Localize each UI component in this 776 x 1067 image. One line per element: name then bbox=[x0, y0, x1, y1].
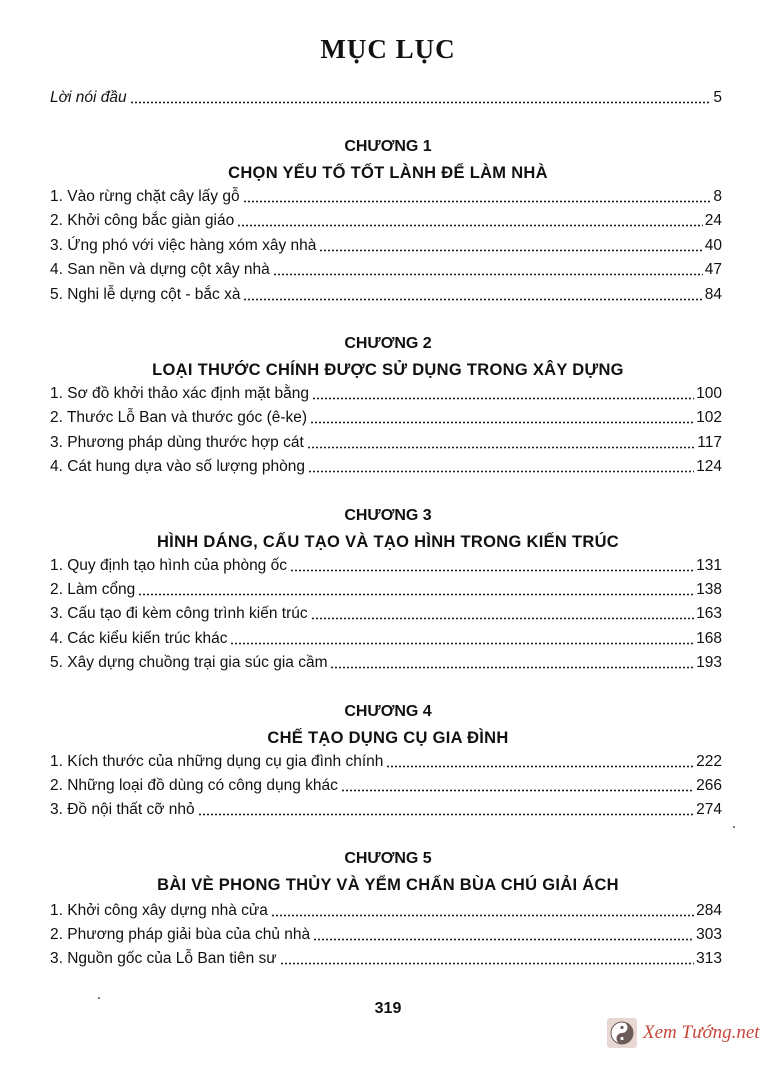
dot-leader bbox=[307, 446, 696, 449]
toc-entry-page: 266 bbox=[696, 777, 722, 794]
chapter-2-heading: CHƯƠNG 2 bbox=[344, 335, 432, 352]
toc-entry-label: 5. Xây dựng chuồng trại gia súc gia cầm bbox=[50, 654, 328, 671]
chapter-4-heading: CHƯƠNG 4 bbox=[344, 703, 432, 720]
dot-leader bbox=[330, 666, 694, 669]
toc-entry-label: 4. Các kiểu kiến trúc khác bbox=[50, 630, 228, 647]
toc-entry[interactable] bbox=[50, 947, 722, 969]
toc-entry-page: 222 bbox=[696, 753, 722, 770]
dot-leader bbox=[312, 397, 694, 400]
watermark-text: Xem Tướng.net bbox=[643, 1022, 760, 1043]
toc-entry-preface[interactable] bbox=[50, 86, 722, 108]
toc-entry-label: 3. Nguồn gốc của Lỗ Ban tiên sư bbox=[50, 950, 277, 967]
toc-entry-label: 2. Làm cổng bbox=[50, 581, 136, 598]
page-title: MỤC LỤC bbox=[320, 34, 456, 64]
toc-entry[interactable] bbox=[50, 774, 722, 796]
toc-entry-page: 163 bbox=[696, 605, 722, 622]
chapter-5-heading: CHƯƠNG 5 bbox=[344, 850, 432, 867]
toc-entry-page: 84 bbox=[704, 286, 722, 303]
dot-leader bbox=[341, 789, 694, 792]
toc-entry[interactable] bbox=[50, 899, 722, 921]
dot-leader bbox=[386, 765, 694, 768]
toc-entry[interactable] bbox=[50, 455, 722, 477]
toc-entry-page: 193 bbox=[696, 654, 722, 671]
dot-leader bbox=[138, 593, 694, 596]
toc-entry-page: 117 bbox=[697, 434, 722, 451]
toc-entry[interactable] bbox=[50, 185, 722, 207]
toc-entry-label: 2. Thước Lỗ Ban và thước góc (ê-ke) bbox=[50, 409, 308, 426]
toc-entry-page: 303 bbox=[696, 926, 722, 943]
toc-entry[interactable] bbox=[50, 798, 722, 820]
toc-entry-label: 2. Khởi công bắc giàn giáo bbox=[50, 212, 235, 229]
scan-speck bbox=[733, 826, 735, 828]
toc-entry-label: Lời nói đầu bbox=[50, 89, 127, 106]
toc-entry-label: 1. Vào rừng chặt cây lấy gỗ bbox=[50, 188, 240, 205]
toc-entry-label: 1. Kích thước của những dụng cụ gia đình chính bbox=[50, 753, 384, 770]
toc-entry-page: 131 bbox=[696, 557, 722, 574]
chapter-4-title: CHẾ TẠO DỤNG CỤ GIA ĐÌNH bbox=[267, 729, 509, 747]
toc-entry-page: 8 bbox=[713, 188, 722, 205]
toc-entry-label: 2. Những loại đồ dùng có công dụng khác bbox=[50, 777, 338, 794]
toc-entry-page: 5 bbox=[713, 89, 722, 106]
toc-entry-label: 1. Quy định tạo hình của phòng ốc bbox=[50, 557, 287, 574]
toc-entry-page: 124 bbox=[696, 458, 722, 475]
toc-entry-label: 3. Cấu tạo đi kèm công trình kiến trúc bbox=[50, 605, 308, 622]
chapter-3-title: HÌNH DÁNG, CẤU TẠO VÀ TẠO HÌNH TRONG KIẾN TRÚC bbox=[156, 533, 620, 551]
toc-entry-label: 1. Khởi công xây dựng nhà cửa bbox=[50, 902, 268, 919]
chapter-2-title: LOẠI THƯỚC CHÍNH ĐƯỢC SỬ DỤNG TRONG XÂY DỰNG bbox=[152, 361, 624, 379]
toc-entry-page: 284 bbox=[696, 902, 722, 919]
toc-entry[interactable] bbox=[50, 554, 722, 576]
dot-leader bbox=[280, 962, 694, 965]
dot-leader bbox=[273, 273, 703, 276]
dot-leader bbox=[243, 200, 712, 203]
toc-entry-label: 1. Sơ đồ khởi thảo xác định mặt bằng bbox=[50, 385, 310, 402]
toc-entry-label: 3. Đồ nội thất cỡ nhỏ bbox=[50, 801, 195, 818]
toc-entry-label: 3. Phương pháp dùng thước hợp cát bbox=[50, 434, 304, 451]
toc-entry-label: 4. Cát hung dựa vào số lượng phòng bbox=[50, 458, 305, 475]
toc-entry[interactable] bbox=[50, 578, 722, 600]
toc-entry-label: 4. San nền và dựng cột xây nhà bbox=[50, 261, 270, 278]
toc-entry[interactable] bbox=[50, 602, 722, 624]
toc-entry[interactable] bbox=[50, 750, 722, 772]
dot-leader bbox=[310, 421, 694, 424]
toc-entry-page: 102 bbox=[696, 409, 722, 426]
chapter-5-title: BÀI VÈ PHONG THỦY VÀ YỂM CHẤN BÙA CHÚ GIẢI ÁCH bbox=[157, 876, 619, 894]
toc-entry-page: 40 bbox=[704, 237, 722, 254]
toc-entry-page: 100 bbox=[696, 385, 722, 402]
toc-entry-page: 138 bbox=[696, 581, 722, 598]
chapter-3-heading: CHƯƠNG 3 bbox=[344, 507, 432, 524]
dot-leader bbox=[243, 298, 702, 301]
dot-leader bbox=[237, 224, 703, 227]
toc-entry[interactable] bbox=[50, 923, 722, 945]
toc-entry[interactable] bbox=[50, 431, 722, 453]
watermark[interactable] bbox=[607, 1017, 767, 1049]
toc-entry-page: 47 bbox=[704, 261, 722, 278]
toc-entry[interactable] bbox=[50, 627, 722, 649]
toc-entry[interactable] bbox=[50, 258, 722, 280]
page-number: 319 bbox=[374, 1000, 402, 1017]
toc-entry-label: 3. Ứng phó với việc hàng xóm xây nhà bbox=[50, 237, 317, 254]
toc-entry-label: 5. Nghi lễ dựng cột - bắc xà bbox=[50, 286, 241, 303]
dot-leader bbox=[130, 101, 712, 104]
dot-leader bbox=[198, 813, 695, 816]
dot-leader bbox=[230, 642, 694, 645]
chapter-1-heading: CHƯƠNG 1 bbox=[344, 138, 432, 155]
toc-entry-page: 168 bbox=[696, 630, 722, 647]
toc-entry[interactable] bbox=[50, 406, 722, 428]
yin-yang-icon bbox=[607, 1018, 637, 1048]
dot-leader bbox=[308, 470, 694, 473]
dot-leader bbox=[290, 569, 694, 572]
toc-entry[interactable] bbox=[50, 382, 722, 404]
toc-entry[interactable] bbox=[50, 234, 722, 256]
toc-entry-page: 24 bbox=[704, 212, 722, 229]
toc-entry-page: 274 bbox=[696, 801, 722, 818]
chapter-1-title: CHỌN YẾU TỐ TỐT LÀNH ĐỂ LÀM NHÀ bbox=[228, 164, 548, 182]
dot-leader bbox=[319, 249, 702, 252]
dot-leader bbox=[311, 617, 695, 620]
toc-entry-page: 313 bbox=[696, 950, 722, 967]
dot-leader bbox=[271, 914, 694, 917]
toc-entry[interactable] bbox=[50, 651, 722, 673]
dot-leader bbox=[313, 938, 694, 941]
toc-entry[interactable] bbox=[50, 283, 722, 305]
toc-entry-label: 2. Phương pháp giải bùa của chủ nhà bbox=[50, 926, 311, 943]
toc-entry[interactable] bbox=[50, 209, 722, 231]
scan-speck bbox=[98, 997, 100, 999]
